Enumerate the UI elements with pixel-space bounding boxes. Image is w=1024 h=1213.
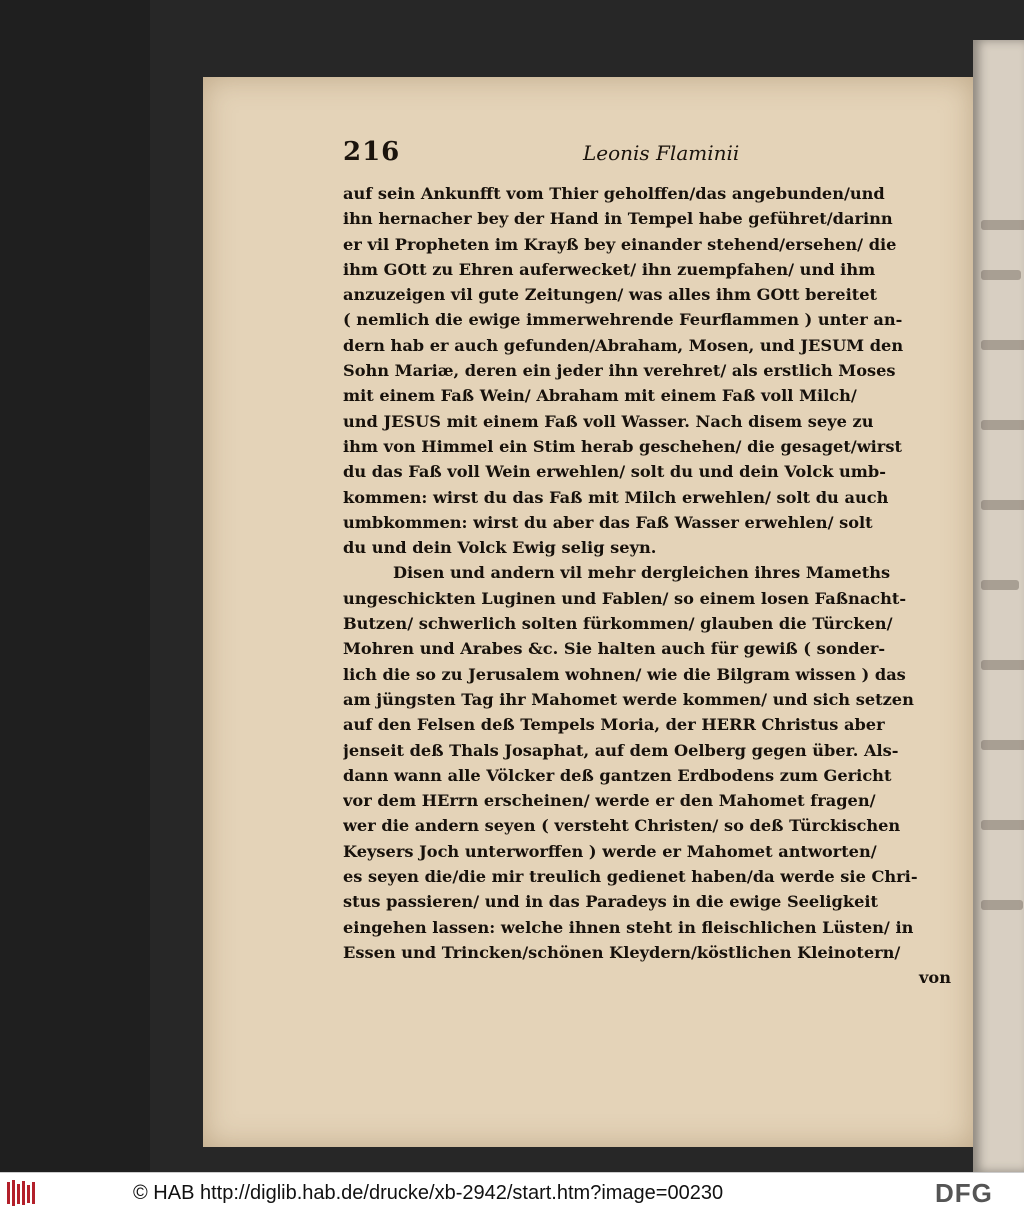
text-line: vor dem HErrn erscheinen/ werde er den Mahomet fragen/ (343, 791, 876, 811)
page-header (343, 137, 953, 167)
text-line: eingehen lassen: welche ihnen steht in fleischlichen Lüsten/ in (343, 917, 914, 937)
catchword: von (919, 968, 951, 988)
text-line: er vil Propheten im Krayß bey einander stehend/ersehen/ die (343, 234, 897, 254)
text-line: stus passieren/ und in das Paradeys in die ewige Seeligkeit (343, 892, 878, 912)
text-line: es seyen die/die mir treulich gedienet haben/da werde sie Chri- (343, 867, 918, 887)
text-line: ihm GOtt zu Ehren auferwecket/ ihn zuempfahen/ und ihm (343, 259, 876, 279)
text-line: du und dein Volck Ewig selig seyn. (343, 538, 657, 558)
text-line: auf den Felsen deß Tempels Moria, der HERR Christus aber (343, 715, 885, 735)
text-line: mit einem Faß Wein/ Abraham mit einem Faß voll Milch/ (343, 386, 857, 406)
text-line: anzuzeigen vil gute Zeitungen/ was alles ihm GOtt bereitet (343, 285, 877, 305)
text-line: jenseit deß Thals Josaphat, auf dem Oelberg gegen über. Als- (343, 740, 899, 760)
viewer-footer (0, 1172, 1024, 1213)
text-line: Mohren und Arabes &c. Sie halten auch für gewiß ( sonder- (343, 639, 886, 659)
text-line: ihn hernacher bey der Hand in Tempel habe geführet/darinn (343, 209, 893, 229)
text-line: ihm von Himmel ein Stim herab geschehen/ die gesaget/wirst (343, 436, 902, 456)
text-line: ungeschickten Luginen und Fablen/ so einem losen Faßnacht- (343, 588, 907, 608)
text-line: auf sein Ankunfft vom Thier geholffen/das angebunden/und (343, 184, 885, 203)
text-line: am jüngsten Tag ihr Mahomet werde kommen/ und sich setzen (343, 689, 914, 709)
dfg-logo: DFG (935, 1178, 993, 1208)
page-number: 216 (343, 137, 401, 167)
text-line: und JESUS mit einem Faß voll Wasser. Nach disem seye zu (343, 411, 874, 431)
text-line: dern hab er auch gefunden/Abraham, Mosen, und JESUM den (343, 335, 904, 355)
text-line: Disen und andern vil mehr dergleichen ihres Mameths (393, 563, 891, 583)
text-line: du das Faß voll Wein erwehlen/ solt du und dein Volck umb- (343, 462, 886, 482)
scan-border (0, 0, 150, 1172)
text-line: lich die so zu Jerusalem wohnen/ wie die Bilgram wissen ) das (343, 664, 906, 684)
text-line: kommen: wirst du das Faß mit Milch erwehlen/ solt du auch (343, 487, 889, 507)
text-line: Essen und Trincken/schönen Kleydern/köstlichen Kleinotern/ (343, 942, 901, 962)
text-line: ( nemlich die ewige immerwehrende Feurflammen ) unter an- (343, 310, 903, 330)
text-line: wer die andern seyen ( versteht Christen/ so deß Türckischen (343, 816, 901, 836)
text-line: Butzen/ schwerlich solten fürkommen/ glauben die Türcken/ (343, 614, 893, 634)
running-head: Leonis Flaminii (583, 141, 740, 165)
text-line: dann wann alle Völcker deß gantzen Erdbodens zum Gericht (343, 765, 892, 785)
hab-logo-icon (6, 1179, 40, 1207)
text-line: Sohn Mariæ, deren ein jeder ihn verehret/ als erstlich Moses (343, 361, 896, 381)
text-line: Keysers Joch unterworffen ) werde er Mahomet antworten/ (343, 841, 877, 861)
permalink-credit[interactable]: © HAB http://diglib.hab.de/drucke/xb-2942/start.htm?image=00230 (133, 1182, 724, 1204)
book-page (203, 77, 973, 1147)
body-text (343, 181, 953, 991)
text-line: umbkommen: wirst du aber das Faß Wasser erwehlen/ solt (343, 512, 873, 532)
adjacent-page-edge (973, 40, 1024, 1172)
